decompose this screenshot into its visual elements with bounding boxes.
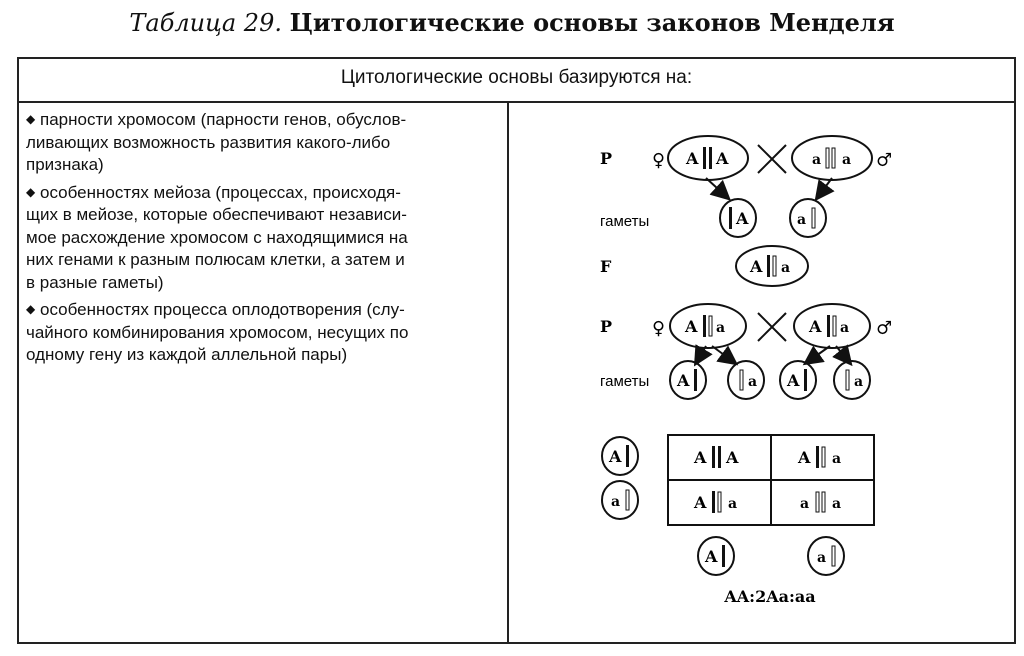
svg-text:a: a: [611, 494, 621, 510]
diamond-bullet-icon: ◆: [26, 112, 36, 126]
svg-text:a: a: [832, 496, 842, 512]
diamond-bullet-icon: ◆: [26, 302, 36, 316]
svg-text:a: a: [832, 451, 842, 467]
svg-text:A: A: [686, 149, 699, 168]
bullet-meiosis: ◆ особенностях мейоза (процессах, происходя- щих в мейозе, которые обеспечивают независи- мое расхождение хромосом с находящимися на них генами к разным полюсам клетки, а затем и в разные гаметы): [26, 182, 408, 292]
title-text: Цитологические основы законов Менделя: [289, 8, 895, 37]
svg-text:a: a: [781, 260, 791, 276]
bullet-fertilization: ◆ особенностях процесса оплодотворения (слу- чайного комбинирования хромосом, несущих по одному гену из каждой аллельной пары): [26, 300, 409, 364]
female-icon: ♀: [652, 150, 666, 171]
svg-text:A: A: [609, 447, 622, 466]
svg-text:A: A: [809, 317, 822, 336]
svg-text:a: a: [840, 320, 850, 336]
label-p1: P: [600, 149, 613, 168]
table-number: Таблица 29.: [129, 9, 282, 37]
svg-text:a: a: [817, 550, 827, 566]
label-gametes2: гаметы: [600, 373, 650, 390]
svg-text:a: a: [854, 374, 864, 390]
segregation-ratio: AA:2Aa:aa: [724, 587, 816, 606]
svg-text:A: A: [716, 149, 729, 168]
svg-text:a: a: [716, 320, 726, 336]
table-header: Цитологические основы базируются на:: [340, 67, 693, 88]
svg-text:a: a: [797, 212, 807, 228]
svg-text:A: A: [677, 371, 690, 390]
diamond-bullet-icon: ◆: [26, 184, 36, 199]
svg-text:a: a: [728, 496, 738, 512]
svg-text:a: a: [842, 152, 852, 168]
male-icon: ♂: [876, 318, 893, 339]
svg-text:a: a: [812, 152, 822, 168]
svg-text:A: A: [726, 448, 739, 467]
svg-text:A: A: [705, 547, 718, 566]
svg-text:a: a: [800, 496, 810, 512]
svg-text:a: a: [748, 374, 758, 390]
label-gametes1: гаметы: [600, 213, 650, 230]
male-icon: ♂: [876, 150, 893, 171]
svg-text:A: A: [787, 371, 800, 390]
female-icon: ♀: [652, 318, 666, 339]
svg-text:A: A: [685, 317, 698, 336]
bullet-chromosome-pairs: ◆ парности хромосом (парности генов, обуслов- ливающих возможность развития какого-либо признака): [26, 110, 407, 174]
svg-text:A: A: [736, 209, 749, 228]
svg-text:A: A: [694, 493, 707, 512]
label-p2: P: [600, 317, 613, 336]
svg-text:A: A: [694, 448, 707, 467]
svg-text:A: A: [798, 448, 811, 467]
svg-text:A: A: [750, 257, 763, 276]
label-f: F: [600, 257, 612, 276]
